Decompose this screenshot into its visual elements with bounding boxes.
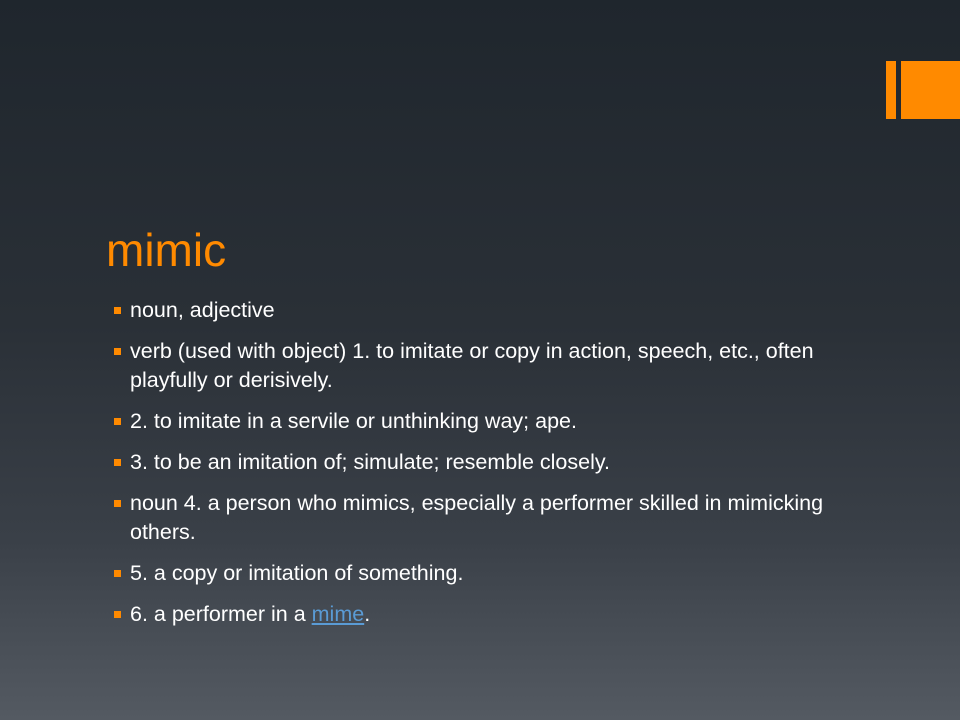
bullet-square-icon bbox=[114, 570, 121, 577]
bullet-text: 5. a copy or imitation of something. bbox=[130, 561, 464, 585]
bullet-square-icon bbox=[114, 500, 121, 507]
bullet-item bbox=[110, 559, 870, 588]
bullet-text: 2. to imitate in a servile or unthinking way; ape. bbox=[130, 409, 577, 433]
slide-title: mimic bbox=[106, 224, 227, 276]
bullet-text-suffix: . bbox=[364, 602, 371, 626]
bullet-square-icon bbox=[114, 418, 121, 425]
accent-bar bbox=[886, 61, 896, 119]
bullet-text: noun 4. a person who mimics, especially a performer skilled in mimicking others. bbox=[130, 491, 824, 544]
bullet-item bbox=[110, 337, 870, 395]
bullet-list bbox=[110, 296, 870, 641]
bullet-item bbox=[110, 407, 870, 436]
bullet-square-icon bbox=[114, 348, 121, 355]
mime-link[interactable]: mime bbox=[311, 602, 365, 626]
bullet-item bbox=[110, 296, 870, 325]
accent-block bbox=[901, 61, 960, 119]
bullet-text-prefix: 6. a performer in a bbox=[130, 602, 312, 626]
bullet-square-icon bbox=[114, 459, 121, 466]
bullet-item bbox=[110, 489, 870, 547]
bullet-square-icon bbox=[114, 307, 121, 314]
bullet-text: noun, adjective bbox=[130, 298, 275, 322]
bullet-item bbox=[110, 600, 870, 629]
bullet-square-icon bbox=[114, 611, 121, 618]
bullet-text: 3. to be an imitation of; simulate; resemble closely. bbox=[130, 450, 610, 474]
bullet-text: verb (used with object) 1. to imitate or copy in action, speech, etc., often playfully or derisively. bbox=[130, 339, 814, 392]
bullet-item bbox=[110, 448, 870, 477]
